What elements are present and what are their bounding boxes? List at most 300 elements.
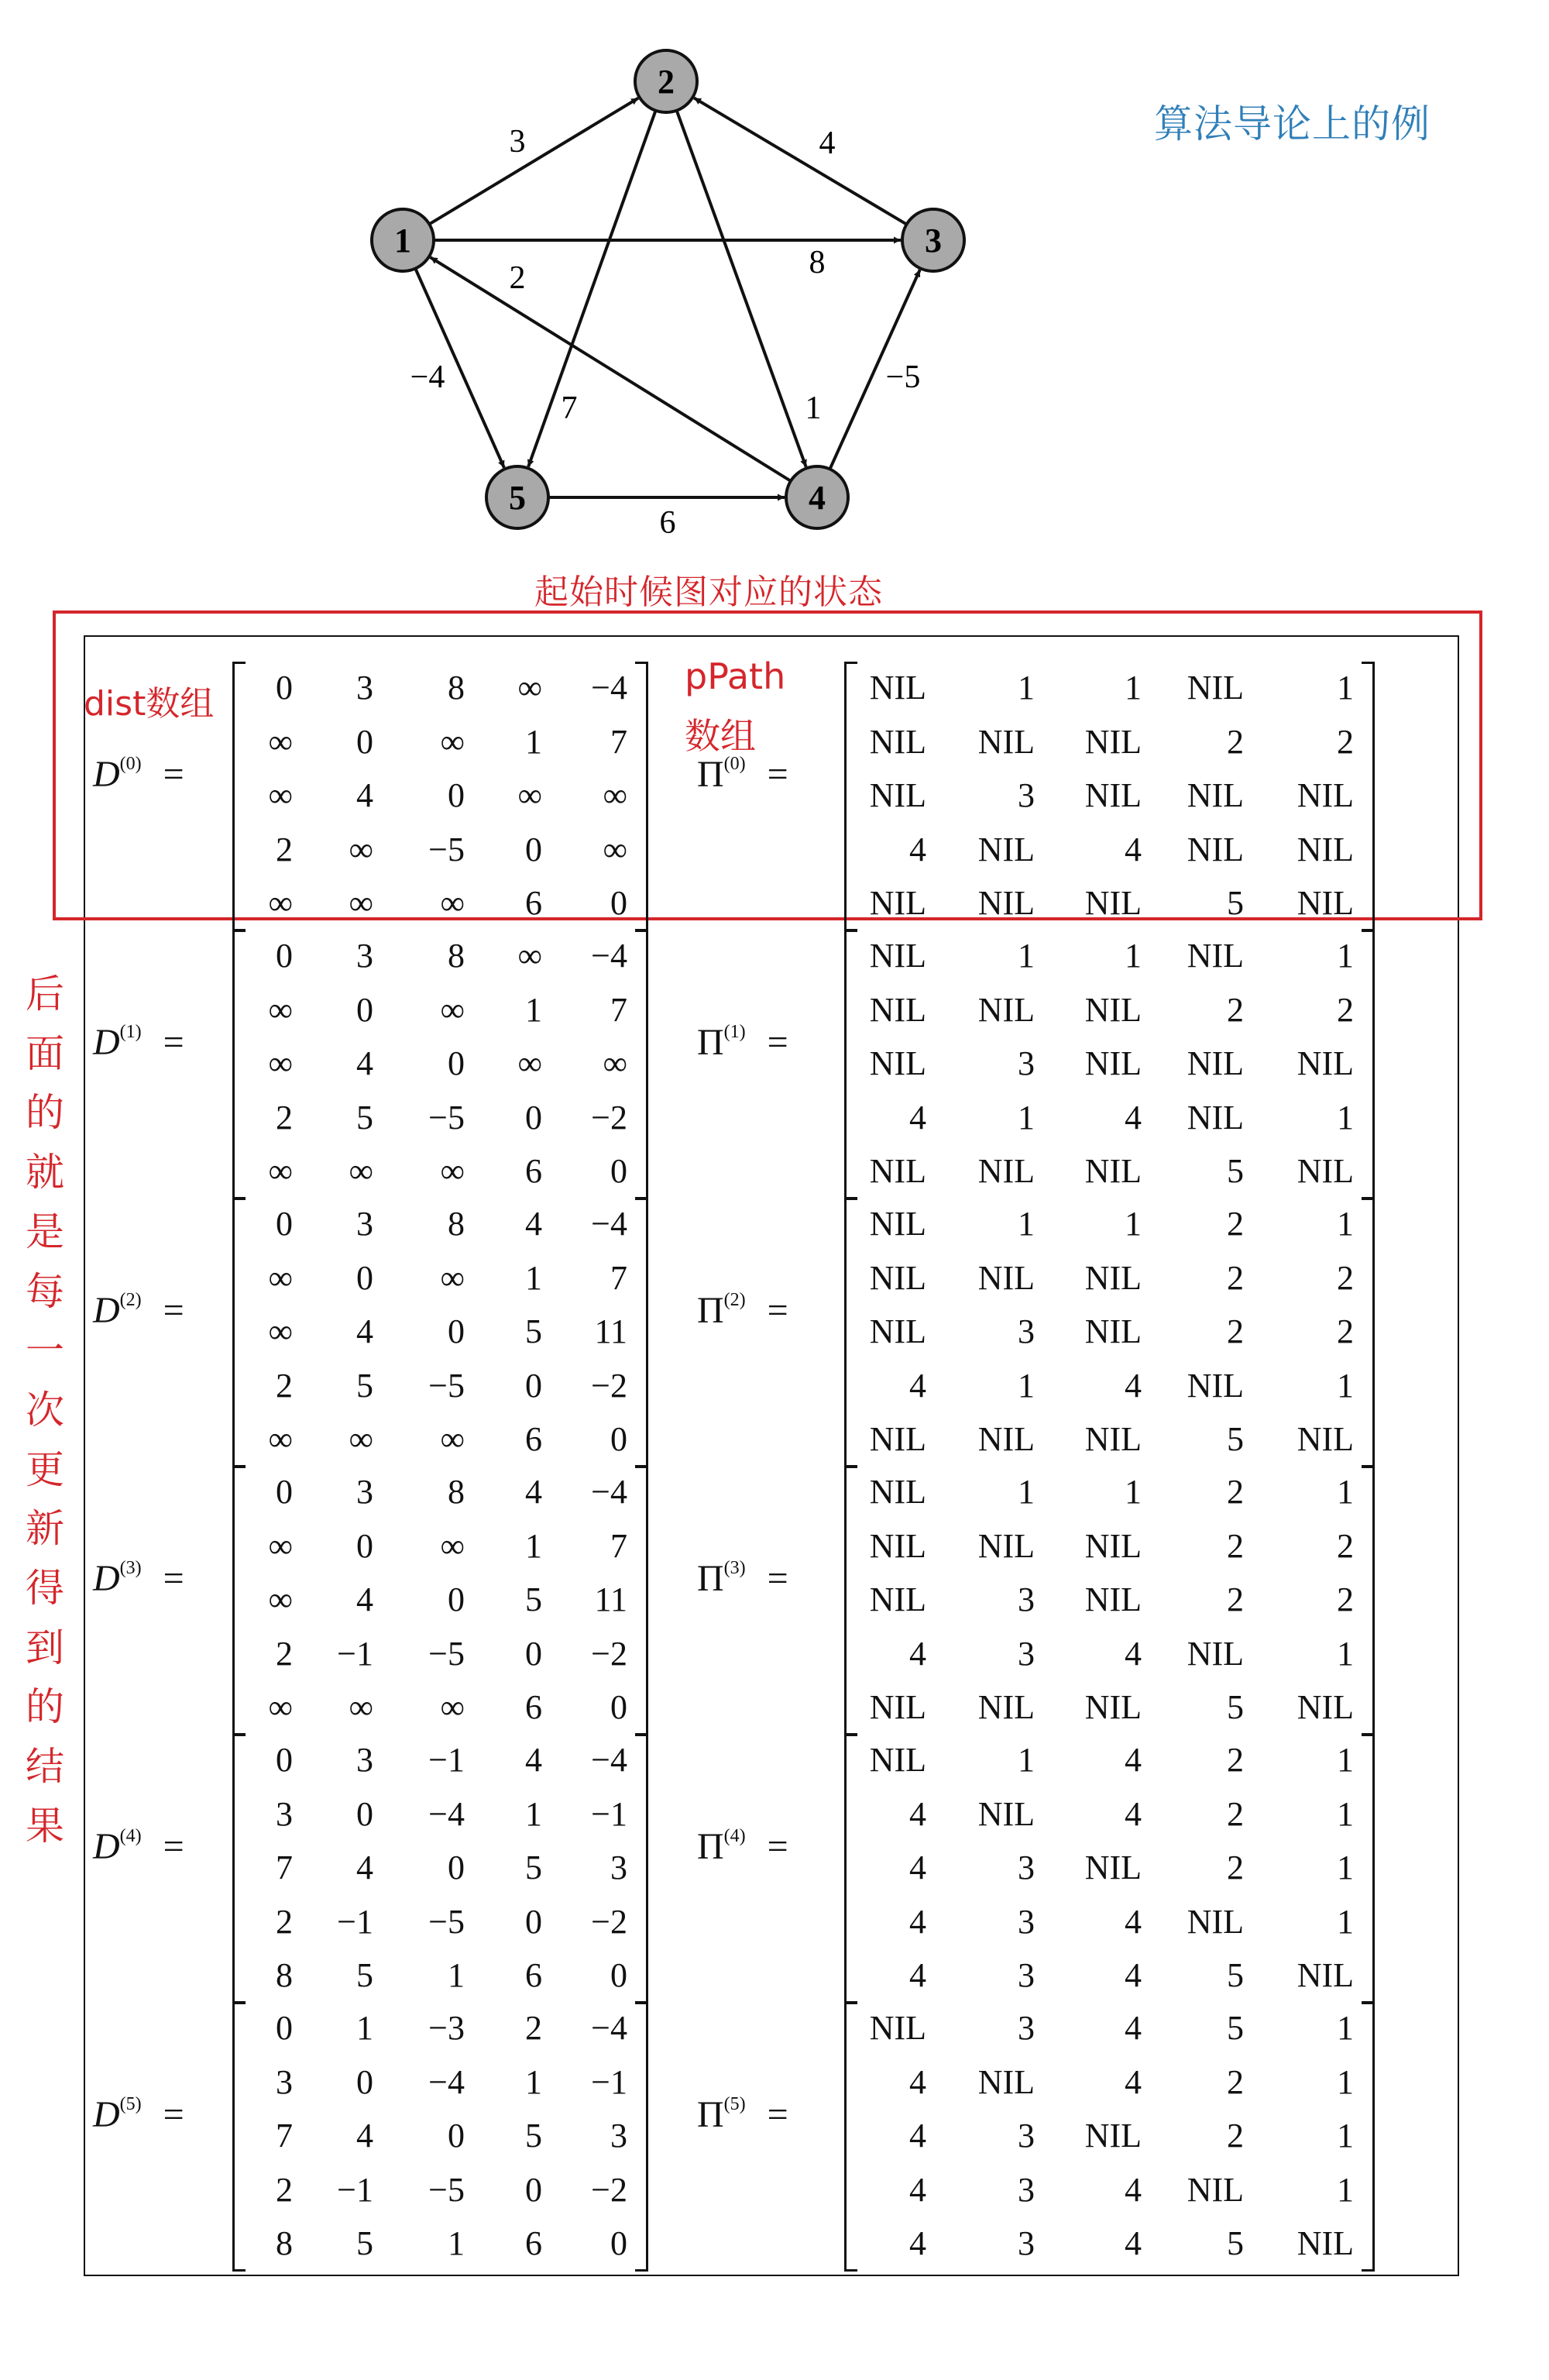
dist-matrix-5-cell: 2 [276,2170,293,2209]
pred-matrix-5-cell: 4 [909,2170,926,2209]
pred-matrix-1-cell: 1 [1018,937,1035,975]
pred-matrix-3-cell: NIL [977,1526,1035,1565]
dist-matrix-2-cell: 5 [525,1312,542,1350]
pred-matrix-2-cell: NIL [977,1420,1035,1458]
pred-matrix-3-cell: NIL [869,1688,926,1726]
dist-matrix-4-cell: 4 [356,1849,373,1886]
pred-matrix-0-cell: 4 [1125,830,1142,868]
dist-matrix-5-cell: 0 [610,2224,627,2262]
dist-matrix-2-cell: 1 [525,1258,542,1297]
pred-matrix-2-cell: 1 [1125,1205,1142,1243]
node-label-1: 1 [394,222,411,260]
pred-matrix-0-cell: NIL [869,722,926,761]
dist-matrix-5-cell: 0 [276,2009,293,2047]
pred-matrix-1-cell: NIL [869,1044,926,1082]
pred-matrix-3-cell: NIL [1187,1634,1244,1673]
pred-matrix-0-cell: 1 [1125,669,1142,707]
dist-matrix-4-cell: −4 [591,1741,627,1779]
pred-matrix-1-cell: 1 [1018,1098,1035,1137]
dist-matrix-label: $D^{(5)}$ = [93,2094,184,2135]
dist-matrix-3-cell: 0 [610,1688,627,1726]
pred-matrix-0-cell: NIL [1084,776,1142,814]
dist-matrix-1-cell: 3 [356,937,373,975]
dist-matrix-5-cell: 0 [448,2117,465,2155]
dist-matrix-1-cell: −5 [428,1098,465,1137]
dist-matrix-3-cell: 0 [525,1634,542,1673]
pred-matrix-3-cell: 2 [1337,1526,1354,1565]
pred-matrix-1-cell: 1 [1337,937,1354,975]
dist-matrix-4-cell: 5 [525,1849,542,1886]
pred-matrix-0-cell: NIL [1084,722,1142,761]
pred-matrix-1-cell: NIL [1084,1152,1142,1190]
side-note: 后面的就是每一次更新得到的结果 [26,972,64,1849]
pred-matrix-2-cell: NIL [977,1258,1035,1297]
pred-matrix-label: $\Pi^{(0)}$ = [697,754,788,795]
pred-matrix-5-cell: NIL [1187,2170,1244,2209]
dist-matrix-4-cell: 0 [525,1902,542,1941]
pred-matrix-2-cell: 3 [1018,1312,1035,1350]
dist-matrix-5-cell: 1 [356,2009,373,2047]
pred-matrix-0-cell: 1 [1018,669,1035,707]
pred-matrix-2-cell: NIL [869,1312,926,1350]
dist-matrix-2-right-bracket [635,1198,648,1467]
dist-matrix-1-cell: −4 [591,937,627,975]
dist-matrix-1-cell: 5 [356,1098,373,1137]
dist-matrix-4-cell: 3 [356,1741,373,1779]
pred-matrix-0-cell: 2 [1337,722,1354,761]
dist-matrix-0-cell: 0 [276,669,293,707]
pred-matrix-3-cell: NIL [1084,1688,1142,1726]
pred-matrix-0-cell: NIL [1297,776,1354,814]
pred-matrix-3-cell: 1 [1125,1473,1142,1511]
pred-matrix-3-cell: 5 [1227,1688,1244,1726]
node-label-3: 3 [925,222,942,260]
dist-matrix-0-cell: −4 [591,669,627,707]
dist-matrix-3-cell: ∞ [268,1688,293,1726]
pred-matrix-5-cell: NIL [869,2009,926,2047]
pred-matrix-5-cell: NIL [1084,2117,1142,2155]
edge-weight-4-1: 2 [509,260,526,296]
dist-matrix-3-cell: ∞ [268,1526,293,1565]
pred-matrix-4-cell: 5 [1227,1956,1244,1994]
pred-matrix-4-cell: 4 [909,1849,926,1886]
pred-matrix-4-cell: 4 [1125,1741,1142,1779]
pred-matrix-4-cell: 3 [1018,1902,1035,1941]
edge-weight-1-3: 8 [809,245,826,280]
dist-matrix-1-cell: ∞ [517,1044,542,1082]
dist-matrix-1-cell: 4 [356,1044,373,1082]
dist-matrix-5-cell: −3 [428,2009,465,2047]
pred-matrix-4-cell: 3 [1018,1956,1035,1994]
pred-matrix-5-cell: 5 [1227,2009,1244,2047]
pred-matrix-1-cell: 1 [1125,937,1142,975]
pred-matrix-3-cell: 3 [1018,1634,1035,1673]
dist-matrix-0-cell: ∞ [603,776,627,814]
node-label-4: 4 [809,479,826,517]
pred-matrix-4-cell: NIL [1297,1956,1354,1994]
dist-matrix-4-cell: 2 [276,1902,293,1941]
pred-matrix-1-cell: NIL [1187,937,1244,975]
pred-matrix-4-cell: 4 [909,1902,926,1941]
pred-matrix-4-cell: 4 [909,1794,926,1833]
dist-matrix-4-cell: −1 [428,1741,465,1779]
dist-matrix-0-cell: 2 [276,830,293,868]
dist-matrix-2-cell: 0 [610,1420,627,1458]
dist-matrix-0-cell: ∞ [349,884,373,922]
pred-matrix-5-cell: 1 [1337,2009,1354,2047]
pred-matrix-3-cell: 4 [909,1634,926,1673]
pred-matrix-5-cell: NIL [977,2062,1035,2101]
dist-matrix-5-cell: 2 [525,2009,542,2047]
pred-matrix-3-cell: NIL [869,1526,926,1565]
dist-matrix-1-cell: 0 [448,1044,465,1082]
dist-matrix-3-cell: −2 [591,1634,627,1673]
dist-matrix-2-cell: 8 [448,1205,465,1243]
dist-matrix-3-cell: ∞ [440,1688,465,1726]
edge-2-5 [528,111,655,467]
dist-matrix-label: $D^{(4)}$ = [93,1826,184,1867]
dist-matrix-5-cell: 1 [448,2224,465,2262]
pred-matrix-0-cell: 1 [1337,669,1354,707]
book-note: 算法导论上的例 [1154,101,1431,146]
pred-matrix-1-cell: NIL [1084,1044,1142,1082]
pred-matrix-2-cell: NIL [1297,1420,1354,1458]
pred-matrix-4-cell: 3 [1018,1849,1035,1886]
dist-matrix-3-cell: 8 [448,1473,465,1511]
dist-matrix-3-cell: 3 [356,1473,373,1511]
dist-matrix-1-cell: 7 [610,990,627,1029]
dist-matrix-2-cell: ∞ [268,1258,293,1297]
dist-matrix-label: $D^{(3)}$ = [93,1558,184,1599]
dist-matrix-3-cell: −1 [337,1634,373,1673]
pred-matrix-3-cell: 1 [1337,1634,1354,1673]
dist-matrix-1-right-bracket [635,930,648,1199]
pred-matrix-1-cell: NIL [1187,1044,1244,1082]
dist-matrix-2-cell: ∞ [349,1420,373,1458]
dist-matrix-2-cell: ∞ [268,1312,293,1350]
edge-4-1 [431,257,791,481]
dist-matrix-1-cell: 0 [356,990,373,1029]
pred-matrix-2-cell: 1 [1018,1205,1035,1243]
pred-matrix-label: $\Pi^{(4)}$ = [697,1826,788,1867]
dist-matrix-5-cell: −2 [591,2170,627,2209]
pred-matrix-1-cell: NIL [1084,990,1142,1029]
dist-matrix-1-cell: ∞ [517,937,542,975]
pred-matrix-2-cell: NIL [1084,1258,1142,1297]
pred-matrix-2-cell: 2 [1337,1258,1354,1297]
dist-matrix-0-cell: ∞ [349,830,373,868]
pred-matrix-2-cell: NIL [869,1205,926,1243]
pred-matrix-2-cell: 4 [909,1366,926,1405]
pred-matrix-2-cell: NIL [869,1258,926,1297]
dist-matrix-5-cell: 7 [276,2117,293,2155]
dist-matrix-0-cell: ∞ [268,776,293,814]
dist-matrix-2-cell: −5 [428,1366,465,1405]
pred-matrix-4-cell: NIL [977,1794,1035,1833]
pred-matrix-label: $\Pi^{(2)}$ = [697,1290,788,1331]
dist-matrix-1-cell: ∞ [440,990,465,1029]
dist-matrix-5-cell: −1 [591,2062,627,2101]
dist-matrix-0-cell: 7 [610,722,627,761]
pred-matrix-0-cell: NIL [1084,884,1142,922]
dist-matrix-5-cell: −5 [428,2170,465,2209]
pred-matrix-0-cell: NIL [869,669,926,707]
pred-matrix-2-cell: NIL [1084,1420,1142,1458]
pred-matrix-3-right-bracket [1362,1466,1375,1735]
pred-matrix-label: $\Pi^{(5)}$ = [697,2094,788,2135]
pred-matrix-0-cell: NIL [1187,669,1244,707]
pred-matrix-5-cell: 4 [1125,2224,1142,2262]
dist-matrix-5-cell: 5 [525,2117,542,2155]
dist-matrix-5-right-bracket [635,2002,648,2272]
dist-matrix-4-cell: −1 [591,1794,627,1833]
dist-matrix-2-cell: ∞ [440,1258,465,1297]
edge-3-2 [694,98,907,224]
pred-matrix-0-cell: 3 [1018,776,1035,814]
dist-matrix-label: $D^{(0)}$ = [93,754,184,795]
dist-matrix-2-cell: 0 [448,1312,465,1350]
pred-matrix-2-cell: 1 [1337,1366,1354,1405]
dist-matrix-0-cell: ∞ [268,884,293,922]
pred-matrix-5-cell: 2 [1227,2062,1244,2101]
pred-matrix-2-cell: NIL [869,1420,926,1458]
graph-diagram [0,0,1549,558]
pred-matrix-0-cell: NIL [1187,776,1244,814]
pred-matrix-5-cell: NIL [1297,2224,1354,2262]
dist-matrix-2-cell: −4 [591,1205,627,1243]
dist-matrix-5-cell: 3 [276,2062,293,2101]
dist-matrix-4-cell: −5 [428,1902,465,1941]
pred-matrix-2-cell: 1 [1337,1205,1354,1243]
dist-matrix-2-cell: 0 [525,1366,542,1405]
pred-matrix-0-cell: NIL [869,884,926,922]
edge-1-2 [429,98,638,225]
pred-matrix-2-cell: 2 [1227,1312,1244,1350]
dist-matrix-0-cell: ∞ [517,669,542,707]
pred-matrix-3-cell: NIL [1297,1688,1354,1726]
pred-matrix-3-cell: NIL [869,1580,926,1618]
dist-matrix-3-cell: 6 [525,1688,542,1726]
dist-matrix-5-cell: −4 [428,2062,465,2101]
dist-matrix-1-cell: 8 [448,937,465,975]
dist-matrix-0-cell: ∞ [440,884,465,922]
pred-matrix-1-cell: NIL [869,1152,926,1190]
pred-matrix-5-cell: 4 [1125,2170,1142,2209]
dist-matrix-0-cell: 0 [525,830,542,868]
pred-matrix-5-cell: 4 [909,2224,926,2262]
dist-matrix-5-cell: −4 [591,2009,627,2047]
pred-matrix-0-cell: NIL [1297,830,1354,868]
dist-matrix-0-cell: 6 [525,884,542,922]
dist-matrix-label: $D^{(2)}$ = [93,1290,184,1331]
pred-matrix-0-cell: NIL [977,830,1035,868]
dist-matrix-3-cell: ∞ [440,1526,465,1565]
ppath-array-label: 数组 [685,715,756,757]
pred-matrix-0-cell: NIL [977,722,1035,761]
dist-matrix-1-cell: 0 [610,1152,627,1190]
dist-matrix-4-cell: 1 [448,1956,465,1994]
pred-matrix-1-cell: 4 [909,1098,926,1137]
dist-matrix-5-cell: 0 [525,2170,542,2209]
dist-matrix-1-cell: ∞ [349,1152,373,1190]
dist-matrix-2-cell: 4 [356,1312,373,1350]
pred-matrix-5-cell: 3 [1018,2009,1035,2047]
pred-matrix-3-cell: 1 [1337,1473,1354,1511]
pred-matrix-3-cell: 2 [1227,1526,1244,1565]
pred-matrix-2-cell: 1 [1018,1366,1035,1405]
dist-matrix-2-cell: 0 [356,1258,373,1297]
edge-weight-4-3: −5 [885,359,921,395]
dist-matrix-1-cell: 0 [276,937,293,975]
pred-matrix-1-cell: 5 [1227,1152,1244,1190]
dist-matrix-4-cell: 7 [276,1849,293,1886]
dist-matrix-2-cell: 11 [594,1312,627,1350]
dist-matrix-3-cell: 2 [276,1634,293,1673]
pred-matrix-2-cell: 2 [1227,1205,1244,1243]
pred-matrix-1-cell: 2 [1337,990,1354,1029]
dist-matrix-2-cell: ∞ [268,1420,293,1458]
dist-matrix-3-cell: 0 [356,1526,373,1565]
dist-matrix-2-cell: 6 [525,1420,542,1458]
dist-matrix-4-cell: 0 [356,1794,373,1833]
pred-matrix-0-cell: 2 [1227,722,1244,761]
pred-matrix-4-cell: 4 [1125,1902,1142,1941]
node-label-5: 5 [509,479,526,517]
pred-matrix-1-cell: 1 [1337,1098,1354,1137]
pred-matrix-1-cell: NIL [869,937,926,975]
pred-matrix-1-cell: NIL [1297,1044,1354,1082]
pred-matrix-4-cell: 1 [1337,1794,1354,1833]
pred-matrix-3-cell: 3 [1018,1580,1035,1618]
dist-matrix-1-cell: 2 [276,1098,293,1137]
pred-matrix-1-cell: 3 [1018,1044,1035,1082]
pred-matrix-2-cell: 4 [1125,1366,1142,1405]
pred-matrix-0-cell: 5 [1227,884,1244,922]
pred-matrix-0-cell: NIL [869,776,926,814]
dist-matrix-5-cell: 1 [525,2062,542,2101]
dist-matrix-0-cell: ∞ [440,722,465,761]
dist-matrix-0-cell: −5 [428,830,465,868]
pred-matrix-5-cell: 1 [1337,2117,1354,2155]
pred-matrix-4-right-bracket [1362,1734,1375,2003]
edge-weight-1-2: 3 [509,124,526,160]
pred-matrix-3-cell: 2 [1227,1473,1244,1511]
dist-matrix-4-cell: 4 [525,1741,542,1779]
pred-matrix-5-right-bracket [1362,2002,1375,2272]
pred-matrix-5-cell: 4 [909,2117,926,2155]
pred-matrix-1-cell: NIL [1187,1098,1244,1137]
pred-matrix-4-cell: NIL [1084,1849,1142,1886]
dist-matrix-0-cell: ∞ [517,776,542,814]
pred-matrix-0-right-bracket [1362,662,1375,931]
pred-matrix-3-cell: 1 [1018,1473,1035,1511]
dist-matrix-0-cell: 1 [525,722,542,761]
dist-matrix-3-cell: 4 [525,1473,542,1511]
dist-matrix-3-cell: ∞ [349,1688,373,1726]
pred-matrix-5-cell: 1 [1337,2170,1354,2209]
dist-matrix-5-cell: 5 [356,2224,373,2262]
dist-matrix-3-cell: ∞ [268,1580,293,1618]
pred-matrix-4-cell: 4 [1125,1794,1142,1833]
pred-matrix-5-cell: 1 [1337,2062,1354,2101]
pred-matrix-0-cell: NIL [1297,884,1354,922]
pred-matrix-4-cell: 4 [1125,1956,1142,1994]
dist-matrix-1-cell: ∞ [268,1044,293,1082]
dist-matrix-2-cell: −2 [591,1366,627,1405]
dist-matrix-0-cell: 3 [356,669,373,707]
pred-matrix-3-cell: 4 [1125,1634,1142,1673]
edge-weight-5-4: 6 [659,505,676,541]
pred-matrix-5-cell: 3 [1018,2117,1035,2155]
node-label-2: 2 [658,63,675,101]
dist-matrix-3-cell: 0 [276,1473,293,1511]
pred-matrix-4-cell: 1 [1337,1741,1354,1779]
dist-matrix-0-cell: ∞ [603,830,627,868]
dist-matrix-2-cell: ∞ [440,1420,465,1458]
initial-state-caption: 起始时候图对应的状态 [534,573,883,612]
pred-matrix-5-cell: 4 [1125,2009,1142,2047]
dist-matrix-3-right-bracket [635,1466,648,1735]
dist-matrix-0-cell: 0 [448,776,465,814]
pred-matrix-2-right-bracket [1362,1198,1375,1467]
dist-matrix-0-right-bracket [635,662,648,931]
edge-weight-2-5: 7 [561,390,578,426]
pred-matrix-5-cell: 2 [1227,2117,1244,2155]
pred-matrix-1-cell: NIL [1297,1152,1354,1190]
dist-matrix-1-cell: 1 [525,990,542,1029]
dist-matrix-3-cell: 7 [610,1526,627,1565]
dist-matrix-3-cell: 11 [594,1580,627,1618]
pred-matrix-2-cell: 2 [1337,1312,1354,1350]
pred-matrix-1-right-bracket [1362,930,1375,1199]
dist-matrix-4-cell: 0 [448,1849,465,1886]
dist-matrix-4-cell: −2 [591,1902,627,1941]
pred-matrix-5-cell: 4 [1125,2062,1142,2101]
dist-matrix-5-cell: −1 [337,2170,373,2209]
dist-matrix-4-cell: 3 [276,1794,293,1833]
pred-matrix-2-cell: NIL [1187,1366,1244,1405]
dist-matrix-0-cell: 4 [356,776,373,814]
dist-matrix-0-cell: 8 [448,669,465,707]
pred-matrix-1-cell: 2 [1227,990,1244,1029]
dist-matrix-4-cell: 5 [356,1956,373,1994]
pred-matrix-3-cell: 2 [1227,1580,1244,1618]
dist-matrix-4-cell: 3 [610,1849,627,1886]
dist-matrix-5-cell: 3 [610,2117,627,2155]
pred-matrix-4-cell: 2 [1227,1849,1244,1886]
dist-matrix-2-cell: 5 [356,1366,373,1405]
dist-matrix-5-cell: 8 [276,2224,293,2262]
dist-matrix-0-cell: ∞ [268,722,293,761]
pred-matrix-0-cell: 4 [909,830,926,868]
pred-matrix-5-cell: 4 [909,2062,926,2101]
dist-matrix-2-cell: 2 [276,1366,293,1405]
pred-matrix-3-cell: NIL [1084,1580,1142,1618]
dist-matrix-3-cell: 4 [356,1580,373,1618]
pred-matrix-3-cell: NIL [869,1473,926,1511]
pred-matrix-4-cell: 4 [909,1956,926,1994]
pred-matrix-4-cell: 1 [1337,1902,1354,1941]
pred-matrix-3-cell: NIL [1084,1526,1142,1565]
dist-matrix-3-cell: 1 [525,1526,542,1565]
pred-matrix-2-cell: 2 [1227,1258,1244,1297]
dist-matrix-4-cell: −1 [337,1902,373,1941]
dist-matrix-4-cell: 0 [276,1741,293,1779]
pred-matrix-3-cell: 2 [1337,1580,1354,1618]
dist-matrix-2-cell: 0 [276,1205,293,1243]
pred-matrix-4-cell: NIL [869,1741,926,1779]
dist-array-label: dist数组 [84,684,215,724]
